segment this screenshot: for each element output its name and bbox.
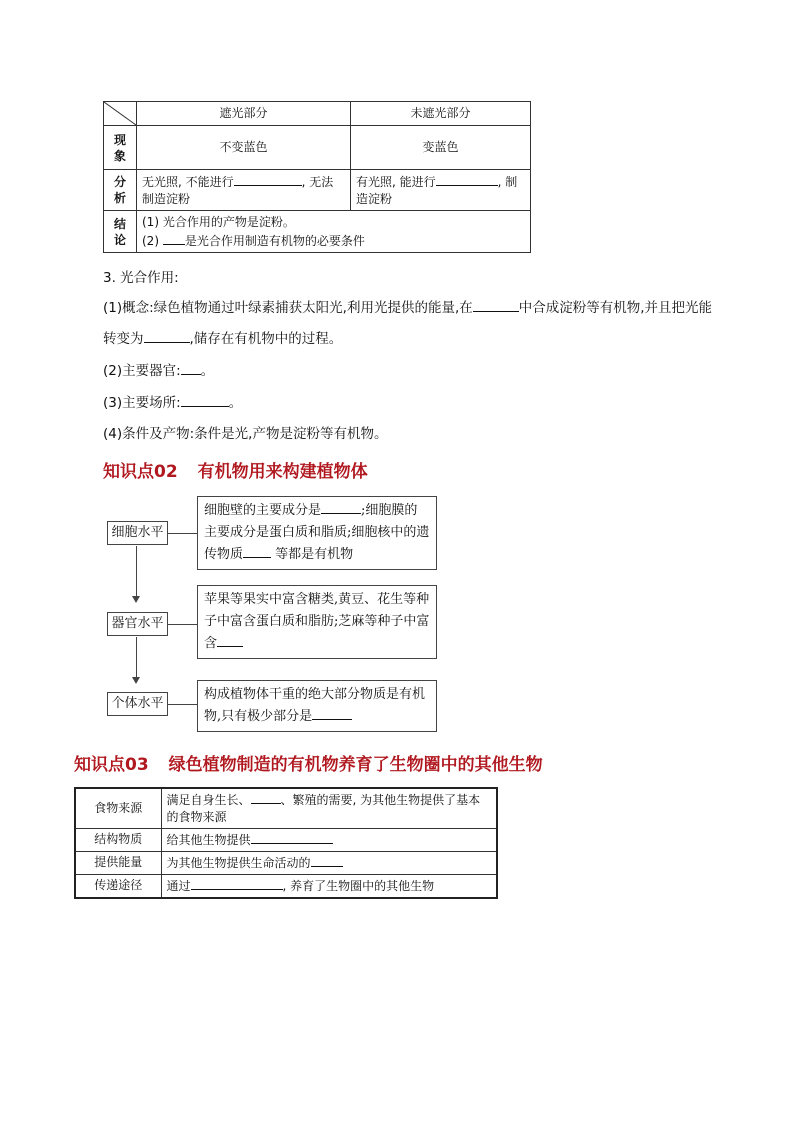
section-heading-02: 知识点02 有机物用来构建植物体 [103,462,368,482]
photosynthesis-concept: (1)概念:绿色植物通过叶绿素捕获太阳光,利用光提供的能量,在 中合成淀粉等有机物,并且把光能转变为 ,储存在有机物中的过程。 [103,300,713,347]
arrow-shaft [136,546,137,596]
arrow-down-icon [132,596,140,603]
row-label-structural-material: 结构物质 [75,828,161,851]
level-cell: 细胞水平 [107,521,168,545]
row-label-energy: 提供能量 [75,851,161,874]
structural-material-cell: 给其他生物提供 [161,828,497,851]
row-label-food-source: 食物来源 [75,788,161,828]
photosynthesis-title: 3. 光合作用: [103,270,179,286]
organ-level-box: 苹果等果实中富含糖类,黄豆、花生等种子中富含蛋白质和脂肪;芝麻等种子中富含 [197,585,437,659]
diagonal-header-cell [104,102,137,126]
photosynthesis-conditions: (4)条件及产物:条件是光,产物是淀粉等有机物。 [103,426,388,442]
arrow-shaft [136,637,137,677]
phenomenon-unshaded: 变蓝色 [351,126,531,170]
food-source-cell: 满足自身生长、 、繁殖的需要, 为其他生物提供了基本的食物来源 [161,788,497,828]
analysis-shaded: 无光照, 不能进行 , 无法 制造淀粉 [137,170,351,211]
arrow-down-icon [132,677,140,684]
row-label-pathway: 传递途径 [75,874,161,898]
cell-level-box: 细胞壁的主要成分是 ;细胞膜的主要成分是蛋白质和脂质;细胞核中的遗传物质 等都是有机物 [197,496,437,570]
photosynthesis-organ: (2)主要器官: 。 [103,363,215,379]
phenomenon-shaded: 不变蓝色 [137,126,351,170]
connector-line [167,704,197,705]
row-label-phenomenon: 现象 [104,126,137,170]
row-label-analysis: 分析 [104,170,137,211]
level-organ: 器官水平 [107,612,168,636]
row-label-conclusion: 结论 [104,211,137,253]
level-individual: 个体水平 [107,692,168,716]
conclusion-cell: (1) 光合作用的产物是淀粉。 (2) 是光合作用制造有机物的必要条件 [137,211,531,253]
analysis-unshaded: 有光照, 能进行 , 制 造淀粉 [351,170,531,211]
connector-line [167,533,197,534]
header-shaded: 遮光部分 [137,102,351,126]
individual-level-box: 构成植物体干重的绝大部分物质是有机物,只有极少部分是 [197,680,437,732]
light-experiment-table [103,101,531,253]
connector-line [167,624,197,625]
photosynthesis-site: (3)主要场所: 。 [103,395,243,411]
pathway-cell: 通过 , 养育了生物圈中的其他生物 [161,874,497,898]
section-heading-03: 知识点03 绿色植物制造的有机物养育了生物圈中的其他生物 [74,755,543,775]
header-unshaded: 未遮光部分 [351,102,531,126]
organic-matter-roles-table [74,787,498,899]
energy-cell: 为其他生物提供生命活动的 [161,851,497,874]
